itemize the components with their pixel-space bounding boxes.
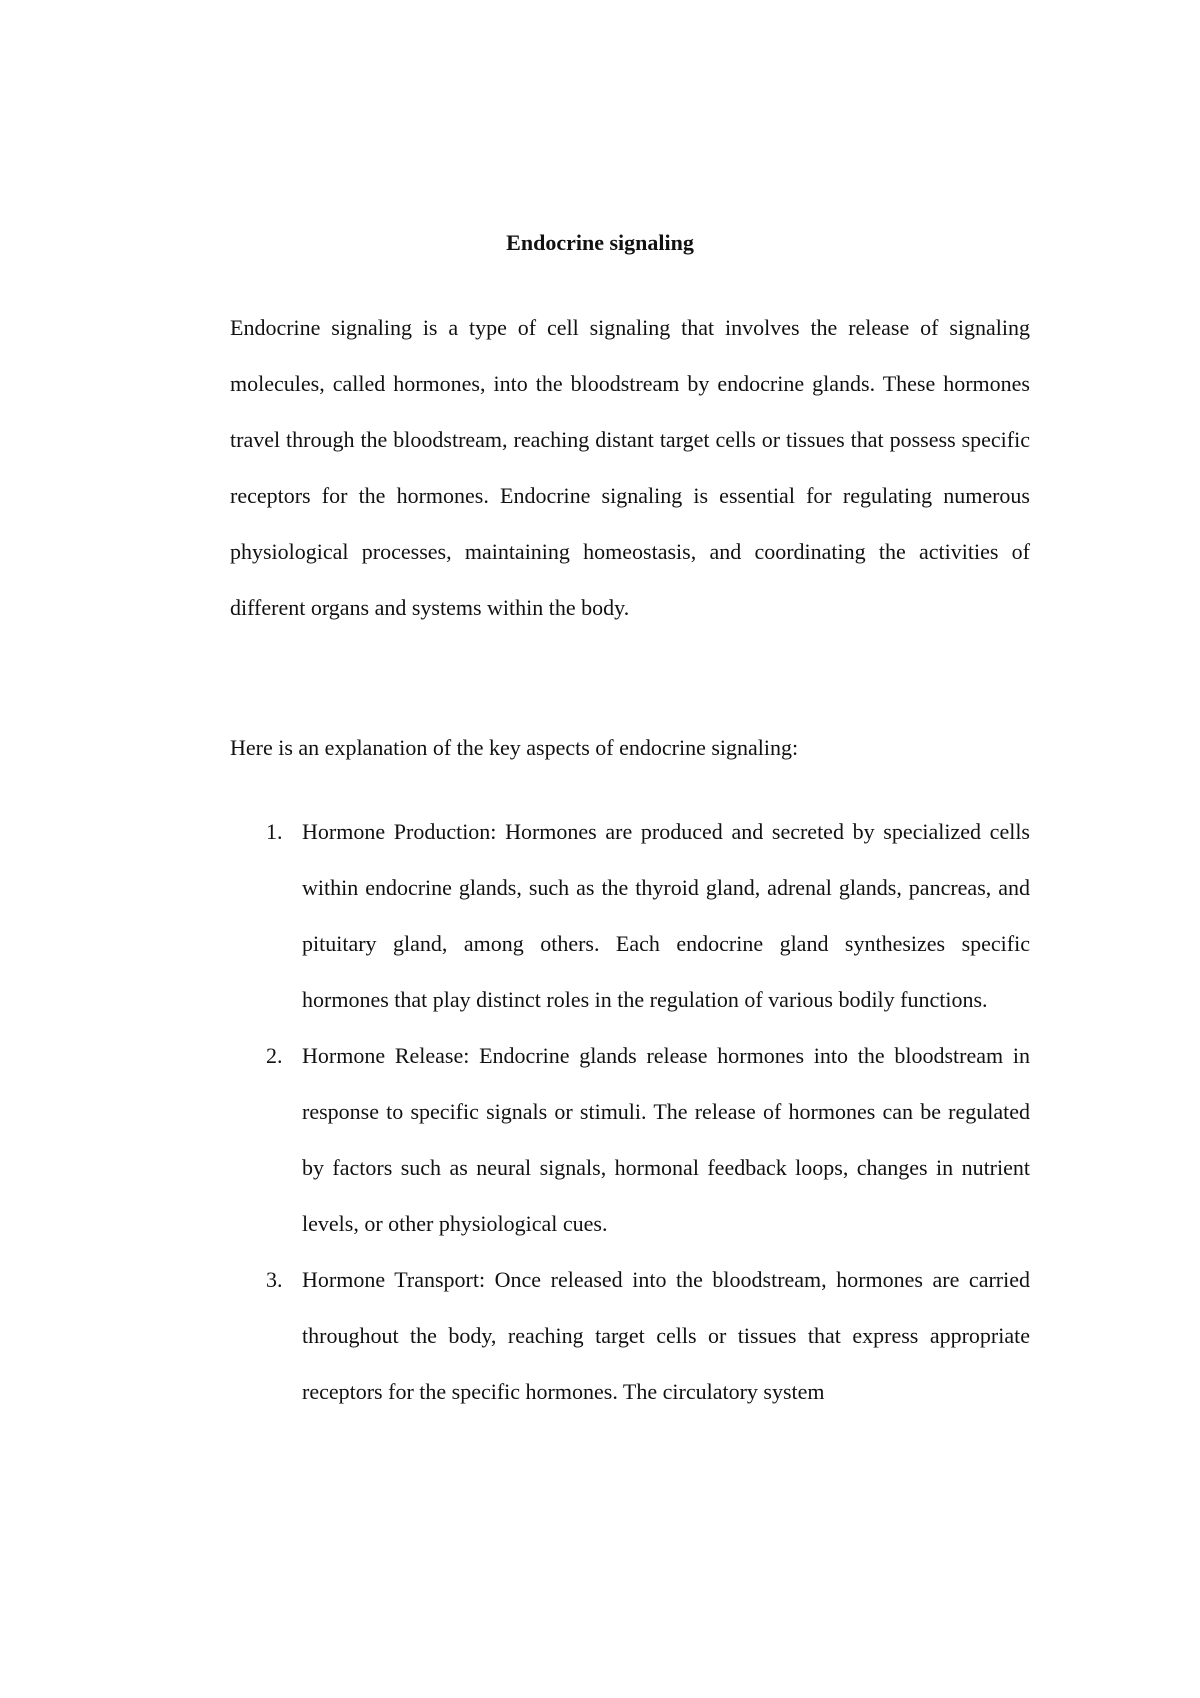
list-item (230, 1252, 1030, 1420)
list-item-text: Hormone Release: Endocrine glands release hormones into the bloodstream in response to specific signals or stimuli. The release of hormones can be regulated by factors such as neural signals, hormonal feedback loops, changes in nutrient levels, or other physiological cues. (302, 1043, 1030, 1236)
list-number: 3. (266, 1267, 283, 1292)
document-title: Endocrine signaling (506, 230, 694, 255)
aspects-list (230, 804, 1030, 1420)
lead-paragraph: Here is an explanation of the key aspects of endocrine signaling: (230, 735, 799, 760)
intro-paragraph: Endocrine signaling is a type of cell signaling that involves the release of signaling molecules, called hormones, into the bloodstream by endocrine glands. These hormones travel through the bloodstream, reaching distant target cells or tissues that possess specific receptors for the hormones. Endocrine signaling is essential for regulating numerous physiological processes, maintaining homeostasis, and coordinating the activities of different organs and systems within the body. (230, 315, 1030, 620)
list-item (230, 1028, 1030, 1252)
list-number: 2. (266, 1043, 283, 1068)
list-item (230, 804, 1030, 1028)
list-item-text: Hormone Production: Hormones are produced and secreted by specialized cells within endocrine glands, such as the thyroid gland, adrenal glands, pancreas, and pituitary gland, among others. Each endocrine gland synthesizes specific hormones that play distinct roles in the regulation of various bodily functions. (302, 819, 1030, 1012)
list-number: 1. (266, 819, 283, 844)
list-item-text: Hormone Transport: Once released into the bloodstream, hormones are carried throughout the body, reaching target cells or tissues that express appropriate receptors for the specific hormones. The circulatory system (302, 1267, 1030, 1404)
